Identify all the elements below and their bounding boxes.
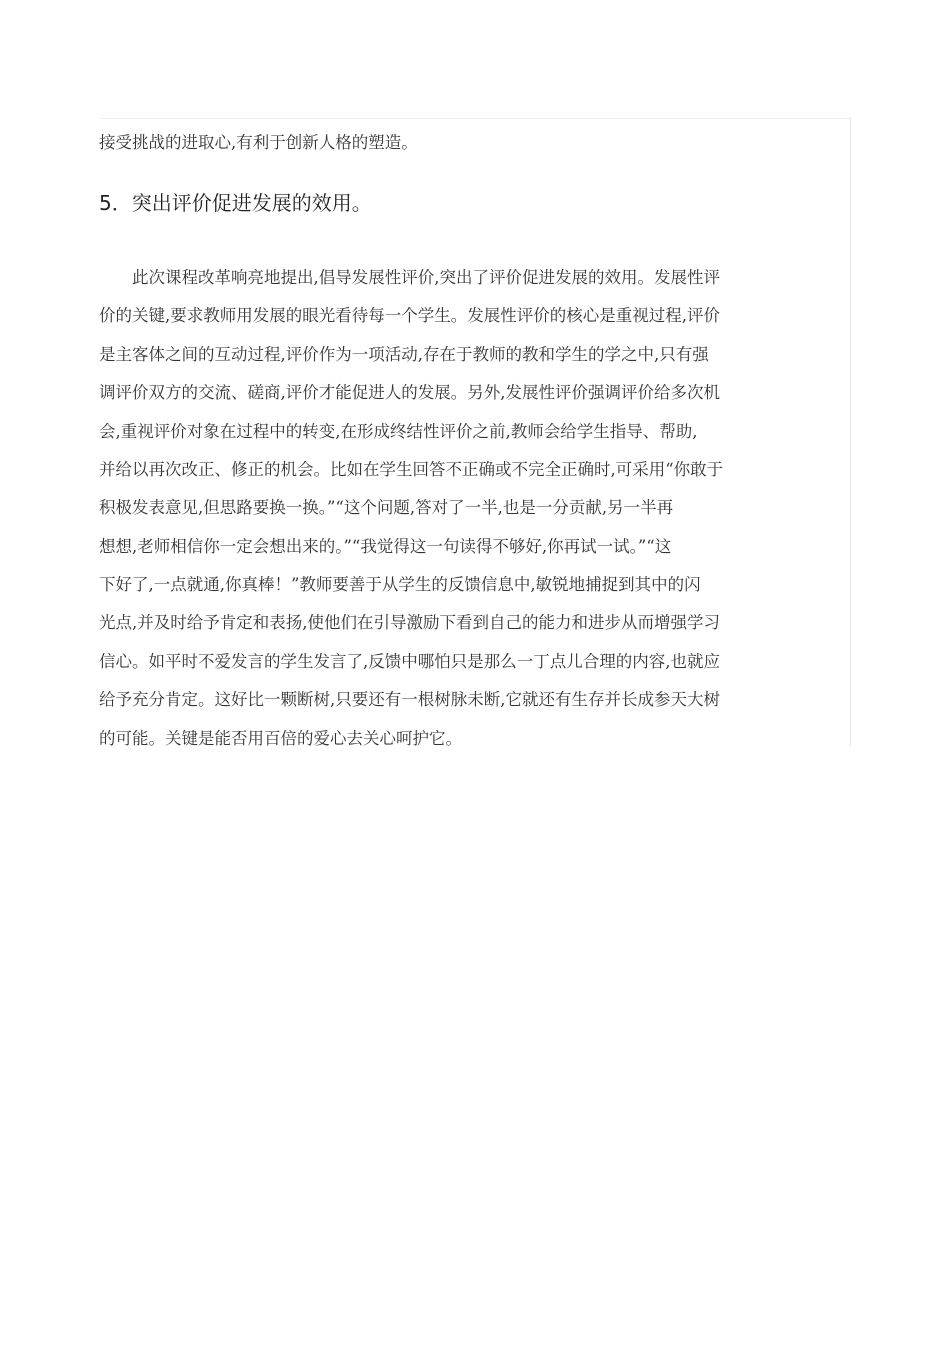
- paragraph-line: 价的关键,要求教师用发展的眼光看待每一个学生。发展性评价的核心是重视过程,评价: [99, 306, 720, 325]
- paragraph-line: 此次课程改革响亮地提出,倡导发展性评价,突出了评价促进发展的效用。发展性评: [99, 268, 720, 287]
- paragraph-line: 会,重视评价对象在过程中的转变,在形成终结性评价之前,教师会给学生指导、帮助,: [99, 422, 698, 441]
- paragraph-line: 想想,老师相信你一定会想出来的。”“我觉得这一句读得不够好,你再试一试。”“这: [99, 537, 672, 556]
- section-heading: 5．突出评价促进发展的效用。: [99, 191, 372, 215]
- paragraph-line: 积极发表意见,但思路要换一换。”“这个问题,答对了一半,也是一分贡献,另一半再: [99, 498, 674, 517]
- paragraph-line: 是主客体之间的互动过程,评价作为一项活动,存在于教师的教和学生的学之中,只有强: [99, 345, 709, 364]
- intro-line: 接受挑战的进取心,有利于创新人格的塑造。: [99, 133, 418, 152]
- paragraph-line: 的可能。关键是能否用百倍的爱心去关心呵护它。: [99, 729, 462, 748]
- paragraph-line: 光点,并及时给予肯定和表扬,使他们在引导激励下看到自己的能力和进步从而增强学习: [99, 613, 720, 632]
- paragraph-line: 并给以再次改正、修正的机会。比如在学生回答不正确或不完全正确时,可采用“你敢于: [99, 460, 724, 479]
- paragraph-line: 调评价双方的交流、磋商,评价才能促进人的发展。另外,发展性评价强调评价给多次机: [99, 383, 720, 402]
- paragraph-line: 下好了,一点就通,你真棒！”教师要善于从学生的反馈信息中,敏锐地捕捉到其中的闪: [99, 575, 701, 594]
- paragraph-line: 信心。如平时不爱发言的学生发言了,反馈中哪怕只是那么一丁点儿合理的内容,也就应: [99, 652, 720, 671]
- page-frame-right-border: [850, 118, 851, 746]
- page-frame-top-border: [100, 118, 850, 119]
- paragraph-line: 给予充分肯定。这好比一颗断树,只要还有一根树脉未断,它就还有生存并长成参天大树: [99, 690, 720, 709]
